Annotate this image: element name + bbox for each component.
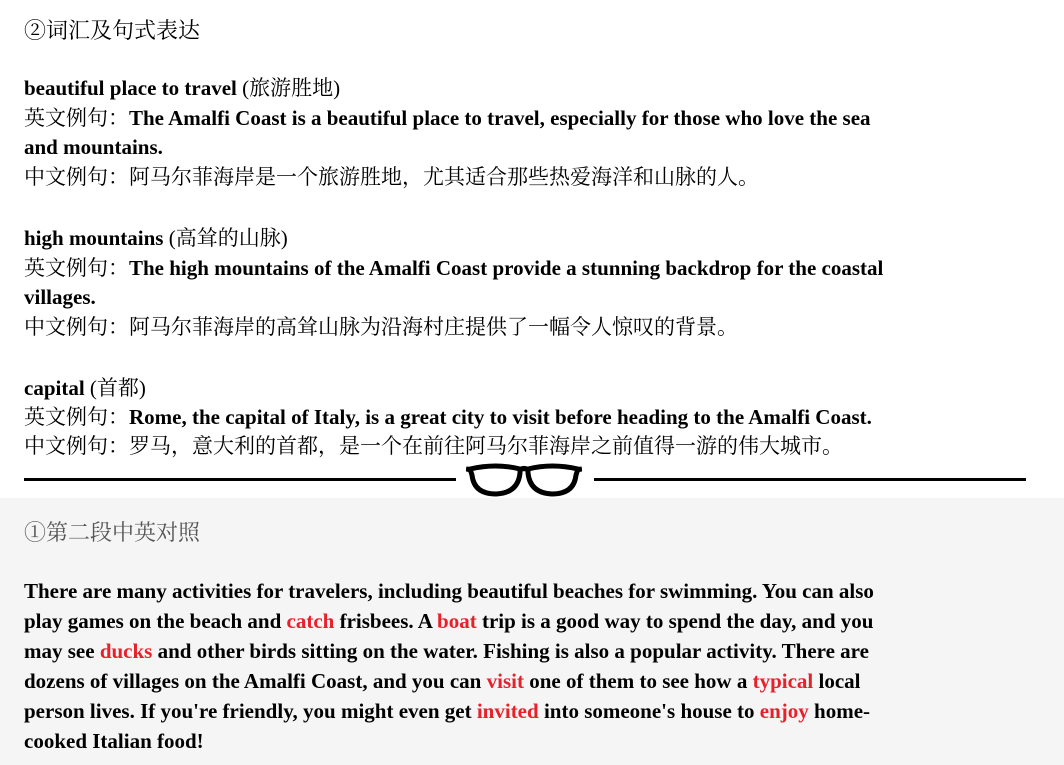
paragraph-section — [0, 498, 1064, 765]
vocab-gloss: (首都) — [84, 376, 146, 400]
chinese-example-label: 中文例句： — [24, 165, 129, 189]
highlighted-word: invited — [476, 699, 539, 723]
highlighted-word: boat — [437, 609, 477, 633]
english-example — [24, 402, 872, 432]
english-example-label: 英文例句： — [24, 256, 129, 280]
section-divider — [0, 461, 1064, 498]
chinese-example — [24, 431, 843, 461]
paragraph-line — [24, 666, 861, 696]
vocab-term-line — [24, 373, 146, 403]
paragraph-line — [24, 606, 873, 636]
vocab-heading: ②词汇及句式表达 — [24, 18, 201, 43]
paragraph-text: may see — [24, 639, 100, 663]
english-example-continued: and mountains. — [24, 135, 163, 159]
vocab-term: capital — [24, 376, 85, 400]
paragraph-text: dozens of villages on the Amalfi Coast, and you can — [24, 669, 487, 693]
paragraph-line — [24, 636, 869, 666]
paragraph-text: local — [813, 669, 861, 693]
english-example-label: 英文例句： — [24, 106, 129, 130]
english-example — [24, 103, 871, 133]
english-example-text: The Amalfi Coast is a beautiful place to travel, especially for those who love the sea — [129, 106, 871, 130]
highlighted-word: visit — [486, 669, 524, 693]
paragraph-text: person lives. If you're friendly, you might even get — [24, 699, 477, 723]
vocab-gloss: (高耸的山脉) — [163, 226, 288, 250]
english-example-label: 英文例句： — [24, 405, 129, 429]
english-example-text: The high mountains of the Amalfi Coast provide a stunning backdrop for the coastal — [129, 256, 884, 280]
vocab-term: beautiful place to travel — [24, 76, 237, 100]
highlighted-word: typical — [752, 669, 814, 693]
highlighted-word: ducks — [99, 639, 153, 663]
paragraph-heading: ①第二段中英对照 — [24, 520, 201, 545]
english-example — [24, 253, 883, 283]
english-example-text: Rome, the capital of Italy, is a great city to visit before heading to the Amalfi Coast. — [129, 405, 872, 429]
chinese-example — [24, 312, 738, 342]
divider-rule-left — [24, 478, 456, 481]
vocab-gloss: (旅游胜地) — [236, 76, 341, 100]
chinese-example-label: 中文例句： — [24, 315, 129, 339]
paragraph-line — [24, 696, 870, 726]
chinese-example — [24, 162, 759, 192]
paragraph-text: cooked Italian food! — [24, 729, 204, 753]
paragraph-line — [24, 576, 874, 606]
paragraph-text: frisbees. A — [334, 609, 438, 633]
chinese-example-text: 罗马，意大利的首都，是一个在前往阿马尔菲海岸之前值得一游的伟大城市。 — [129, 434, 843, 458]
paragraph-text: and other birds sitting on the water. Fishing is also a popular activity. There are — [152, 639, 869, 663]
paragraph-text: into someone's house to — [538, 699, 760, 723]
divider-rule-right — [594, 478, 1026, 481]
paragraph-line — [24, 726, 204, 756]
vocab-term: high mountains — [24, 226, 164, 250]
paragraph-text: There are many activities for travelers, including beautiful beaches for swimming. You can also — [24, 579, 874, 603]
highlighted-word: enjoy — [759, 699, 809, 723]
vocab-term-line — [24, 73, 340, 103]
chinese-example-text: 阿马尔菲海岸的高耸山脉为沿海村庄提供了一幅令人惊叹的背景。 — [129, 315, 738, 339]
english-example-continued: villages. — [24, 285, 96, 309]
paragraph-text: play games on the beach and — [24, 609, 287, 633]
paragraph-text: one of them to see how a — [523, 669, 753, 693]
chinese-example-label: 中文例句： — [24, 434, 129, 458]
chinese-example-text: 阿马尔菲海岸是一个旅游胜地，尤其适合那些热爱海洋和山脉的人。 — [129, 165, 759, 189]
glasses-icon — [466, 463, 582, 497]
paragraph-text: trip is a good way to spend the day, and you — [476, 609, 874, 633]
highlighted-word: catch — [286, 609, 335, 633]
paragraph-text: home- — [808, 699, 871, 723]
vocab-term-line — [24, 223, 288, 253]
